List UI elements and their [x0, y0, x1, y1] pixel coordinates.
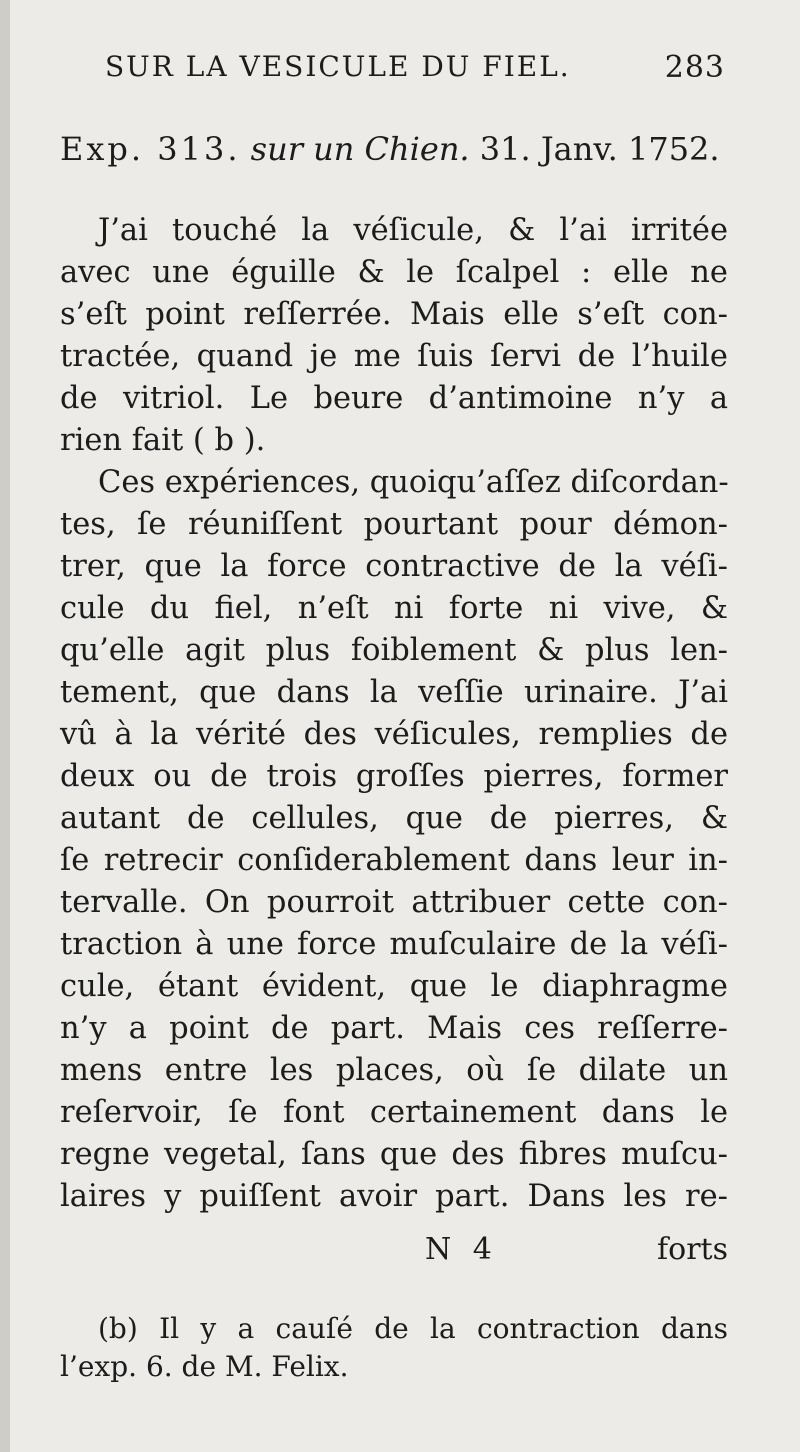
- signature-mark: N 4: [425, 1232, 498, 1267]
- text-line: J’ai touché la véſicule, & l’ai irritée: [98, 213, 728, 248]
- text-line: tervalle. On pourroit attribuer cette con-: [60, 885, 728, 920]
- page-number: 283: [664, 50, 725, 85]
- experiment-heading: [60, 130, 740, 168]
- text-line: traction à une force muſculaire de la véſi-: [60, 927, 728, 962]
- text-line: mens entre les places, où ſe dilate un: [60, 1053, 728, 1088]
- text-line: ſe retrecir conſiderablement dans leur in-: [60, 843, 728, 878]
- running-title: SUR LA VESICULE DU FIEL.: [105, 50, 571, 83]
- text-line: tractée, quand je me ſuis ſervi de l’huile: [60, 339, 728, 374]
- text-line: avec une éguille & le ſcalpel : elle ne: [60, 255, 728, 290]
- text-line: n’y a point de part. Mais ces reſſerre-: [60, 1011, 728, 1046]
- footnote: [60, 1310, 728, 1386]
- text-line: laires y puiſſent avoir part. Dans les re-: [60, 1179, 728, 1214]
- experiment-subject: sur un Chien.: [250, 130, 470, 168]
- text-line: regne vegetal, ſans que des fibres muſcu-: [60, 1137, 728, 1172]
- catchword: forts: [657, 1232, 728, 1267]
- text-line: de vitriol. Le beure d’antimoine n’y a: [60, 381, 728, 416]
- text-line: cule, étant évident, que le diaphragme: [60, 969, 728, 1004]
- text-line: reſervoir, ſe font certainement dans le: [60, 1095, 728, 1130]
- text-line: qu’elle agit plus foiblement & plus len-: [60, 633, 728, 668]
- footnote-line: l’exp. 6. de M. Felix.: [60, 1350, 349, 1383]
- experiment-number: Exp. 313.: [60, 130, 241, 168]
- text-line: deux ou de trois groſſes pierres, former: [60, 759, 728, 794]
- text-line: autant de cellules, que de pierres, &: [60, 801, 728, 836]
- text-line: vû à la vérité des véſicules, remplies de: [60, 717, 728, 752]
- body-text: [60, 210, 728, 1218]
- footnote-line: (b) Il y a cauſé de la contraction dans: [98, 1312, 728, 1345]
- text-line: s’eſt point reſſerrée. Mais elle s’eſt con-: [60, 297, 728, 332]
- page-edge-shadow: [0, 0, 10, 1452]
- text-line: trer, que la force contractive de la véſi-: [60, 549, 728, 584]
- text-line: rien fait ( b ).: [60, 423, 266, 458]
- text-line: cule du fiel, n’eſt ni forte ni vive, &: [60, 591, 728, 626]
- running-head: [105, 50, 725, 92]
- signature-row: [60, 1232, 728, 1276]
- text-line: Ces expériences, quoiqu’aſſez diſcordan-: [98, 465, 729, 500]
- text-line: tes, ſe réuniſſent pourtant pour démon-: [60, 507, 728, 542]
- text-line: tement, que dans la veſſie urinaire. J’ai: [60, 675, 728, 710]
- experiment-date: 31. Janv. 1752.: [479, 130, 720, 168]
